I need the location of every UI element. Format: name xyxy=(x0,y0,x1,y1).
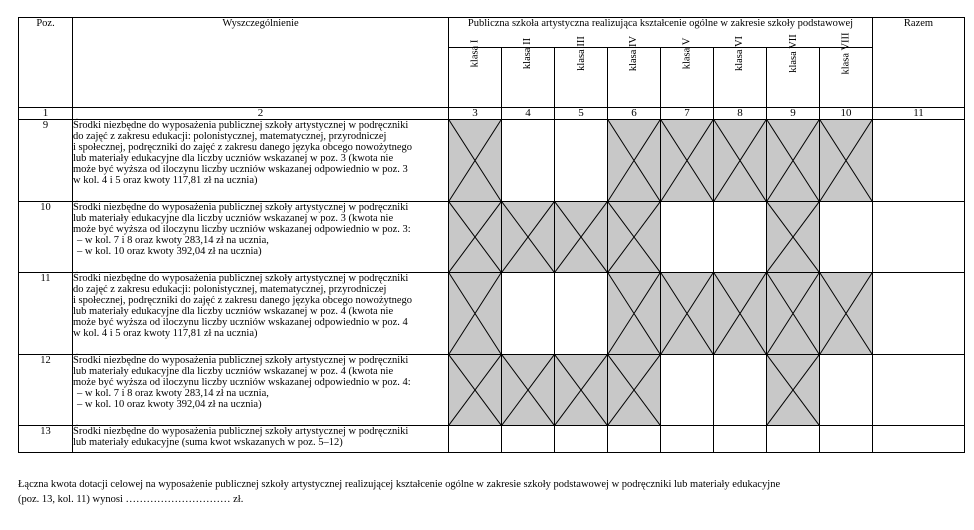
total-cell[interactable] xyxy=(873,202,965,273)
cross-mark xyxy=(767,120,819,201)
cross-mark xyxy=(608,355,660,425)
table-row xyxy=(19,202,965,273)
crossed-out-cell xyxy=(714,273,767,355)
header-total: Razem xyxy=(873,18,965,108)
amount-cell[interactable] xyxy=(820,355,873,426)
cross-mark xyxy=(820,273,872,354)
cross-mark xyxy=(714,273,766,354)
amount-cell[interactable] xyxy=(661,426,714,453)
amount-cell[interactable] xyxy=(608,426,661,453)
col-number: 3 xyxy=(449,108,502,120)
cross-mark xyxy=(661,120,713,201)
cross-mark xyxy=(820,120,872,201)
amount-cell[interactable] xyxy=(820,426,873,453)
amount-cell[interactable] xyxy=(502,273,555,355)
crossed-out-cell xyxy=(449,355,502,426)
crossed-out-cell xyxy=(449,202,502,273)
amount-cell[interactable] xyxy=(502,120,555,202)
header-class-6: klasa VI xyxy=(714,48,767,108)
crossed-out-cell xyxy=(555,355,608,426)
amount-cell[interactable] xyxy=(714,355,767,426)
header-class-7: klasa VII xyxy=(767,48,820,108)
summary-line-1: Łączna kwota dotacji celowej na wyposażenie publicznej szkoły artystycznej realizującej kształcenie ogólne w zakresie szkoły podstawowej w podręczniki lub materiały edukacyjne xyxy=(18,479,781,490)
total-cell[interactable] xyxy=(873,273,965,355)
table-row xyxy=(19,426,965,453)
crossed-out-cell xyxy=(449,120,502,202)
header-description: Wyszczególnienie xyxy=(73,18,449,108)
crossed-out-cell xyxy=(767,202,820,273)
header-class-4: klasa IV xyxy=(608,48,661,108)
amount-cell[interactable] xyxy=(714,202,767,273)
cross-mark xyxy=(449,355,501,425)
cross-mark xyxy=(449,202,501,272)
row-description: Środki niezbędne do wyposażenia publicznej szkoły artystycznej w podręczniki lub materiały edukacyjne dla liczby uczniów wskazanej w poz. 3 (kwota nie może być wyższa od iloczynu liczby uczniów wskazanej odpowiednio w poz. 3: – w kol. 7 i 8 oraz kwoty 283,14 zł na ucznia, – w kol. 10 oraz kwoty 392,04 zł na ucznia) xyxy=(73,202,449,273)
crossed-out-cell xyxy=(820,120,873,202)
cross-mark xyxy=(555,202,607,272)
amount-cell[interactable] xyxy=(661,202,714,273)
total-cell[interactable] xyxy=(873,426,965,453)
crossed-out-cell xyxy=(608,120,661,202)
crossed-out-cell xyxy=(502,202,555,273)
crossed-out-cell xyxy=(608,202,661,273)
cross-mark xyxy=(608,120,660,201)
cross-mark xyxy=(714,120,766,201)
row-description: Środki niezbędne do wyposażenia publicznej szkoły artystycznej w podręczniki do zajęć z zakresu edukacji: polonistycznej, matematycznej, przyrodniczej i społecznej, podręczniki do zajęć z zakresu danego języka obcego nowożytnego lub materiały edukacyjne dla liczby uczniów wskazanej w poz. 4 (kwota nie może być wyższa od iloczynu liczby uczniów wskazanej odpowiednio w poz. 4 w kol. 4 i 5 oraz kwoty 117,81 zł na ucznia) xyxy=(73,273,449,355)
crossed-out-cell xyxy=(555,202,608,273)
header-class-8: klasa VIII xyxy=(820,48,873,108)
cross-mark xyxy=(767,355,819,425)
crossed-out-cell xyxy=(767,355,820,426)
header-class-5: klasa V xyxy=(661,48,714,108)
row-description: Środki niezbędne do wyposażenia publicznej szkoły artystycznej w podręczniki lub materiały edukacyjne dla liczby uczniów wskazanej w poz. 4 (kwota nie może być wyższa od iloczynu liczby uczniów wskazanej odpowiednio w poz. 4: – w kol. 7 i 8 oraz kwoty 283,14 zł na ucznia, – w kol. 10 oraz kwoty 392,04 zł na ucznia) xyxy=(73,355,449,426)
crossed-out-cell xyxy=(714,120,767,202)
crossed-out-cell xyxy=(608,273,661,355)
row-description: Środki niezbędne do wyposażenia publicznej szkoły artystycznej w podręczniki do zajęć z zakresu edukacji: polonistycznej, matematycznej, przyrodniczej i społecznej, podręczniki do zajęć z zakresu danego języka obcego nowożytnego lub materiały edukacyjne dla liczby uczniów wskazanej w poz. 3 (kwota nie może być wyższa od iloczynu liczby uczniów wskazanej odpowiednio w poz. 3 w kol. 4 i 5 oraz kwoty 117,81 zł na ucznia) xyxy=(73,120,449,202)
crossed-out-cell xyxy=(502,355,555,426)
cross-mark xyxy=(555,355,607,425)
col-number: 11 xyxy=(873,108,965,120)
amount-cell[interactable] xyxy=(661,355,714,426)
col-number: 5 xyxy=(555,108,608,120)
header-school-group: Publiczna szkoła artystyczna realizująca kształcenie ogólne w zakresie szkoły podstawowej xyxy=(449,18,873,48)
amount-cell[interactable] xyxy=(555,273,608,355)
col-number: 9 xyxy=(767,108,820,120)
cross-mark xyxy=(449,273,501,354)
total-cell[interactable] xyxy=(873,355,965,426)
row-poz: 12 xyxy=(19,355,73,426)
row-poz: 9 xyxy=(19,120,73,202)
amount-cell[interactable] xyxy=(502,426,555,453)
col-number: 7 xyxy=(661,108,714,120)
col-number: 1 xyxy=(19,108,73,120)
amount-cell[interactable] xyxy=(714,426,767,453)
cross-mark xyxy=(767,202,819,272)
table-row xyxy=(19,355,965,426)
amount-cell[interactable] xyxy=(820,202,873,273)
cross-mark xyxy=(767,273,819,354)
col-number: 6 xyxy=(608,108,661,120)
crossed-out-cell xyxy=(767,273,820,355)
row-poz: 11 xyxy=(19,273,73,355)
column-number-row xyxy=(19,108,965,120)
col-number: 10 xyxy=(820,108,873,120)
cross-mark xyxy=(502,355,554,425)
cross-mark xyxy=(608,273,660,354)
row-poz: 13 xyxy=(19,426,73,453)
header-class-2: klasa II xyxy=(502,48,555,108)
col-number: 2 xyxy=(73,108,449,120)
cross-mark xyxy=(608,202,660,272)
col-number: 4 xyxy=(502,108,555,120)
header-poz: Poz. xyxy=(19,18,73,108)
cross-mark xyxy=(502,202,554,272)
cross-mark xyxy=(661,273,713,354)
summary-line-2: (poz. 13, kol. 11) wynosi ………………………… zł. xyxy=(18,494,244,505)
table-row xyxy=(19,120,965,202)
crossed-out-cell xyxy=(661,120,714,202)
crossed-out-cell xyxy=(767,120,820,202)
table-row xyxy=(19,273,965,355)
crossed-out-cell xyxy=(820,273,873,355)
col-number: 8 xyxy=(714,108,767,120)
amount-cell[interactable] xyxy=(555,120,608,202)
crossed-out-cell xyxy=(449,273,502,355)
amount-cell[interactable] xyxy=(555,426,608,453)
crossed-out-cell xyxy=(608,355,661,426)
amount-cell[interactable] xyxy=(449,426,502,453)
header-class-3: klasa III xyxy=(555,48,608,108)
header-class-1: klasa I xyxy=(449,48,502,108)
total-cell[interactable] xyxy=(873,120,965,202)
amount-cell[interactable] xyxy=(767,426,820,453)
crossed-out-cell xyxy=(661,273,714,355)
summary-note xyxy=(18,477,964,507)
cross-mark xyxy=(449,120,501,201)
row-poz: 10 xyxy=(19,202,73,273)
subsidy-table xyxy=(18,17,965,453)
row-description: Środki niezbędne do wyposażenia publicznej szkoły artystycznej w podręczniki lub materiały edukacyjne (suma kwot wskazanych w poz. 5–12) xyxy=(73,426,449,453)
